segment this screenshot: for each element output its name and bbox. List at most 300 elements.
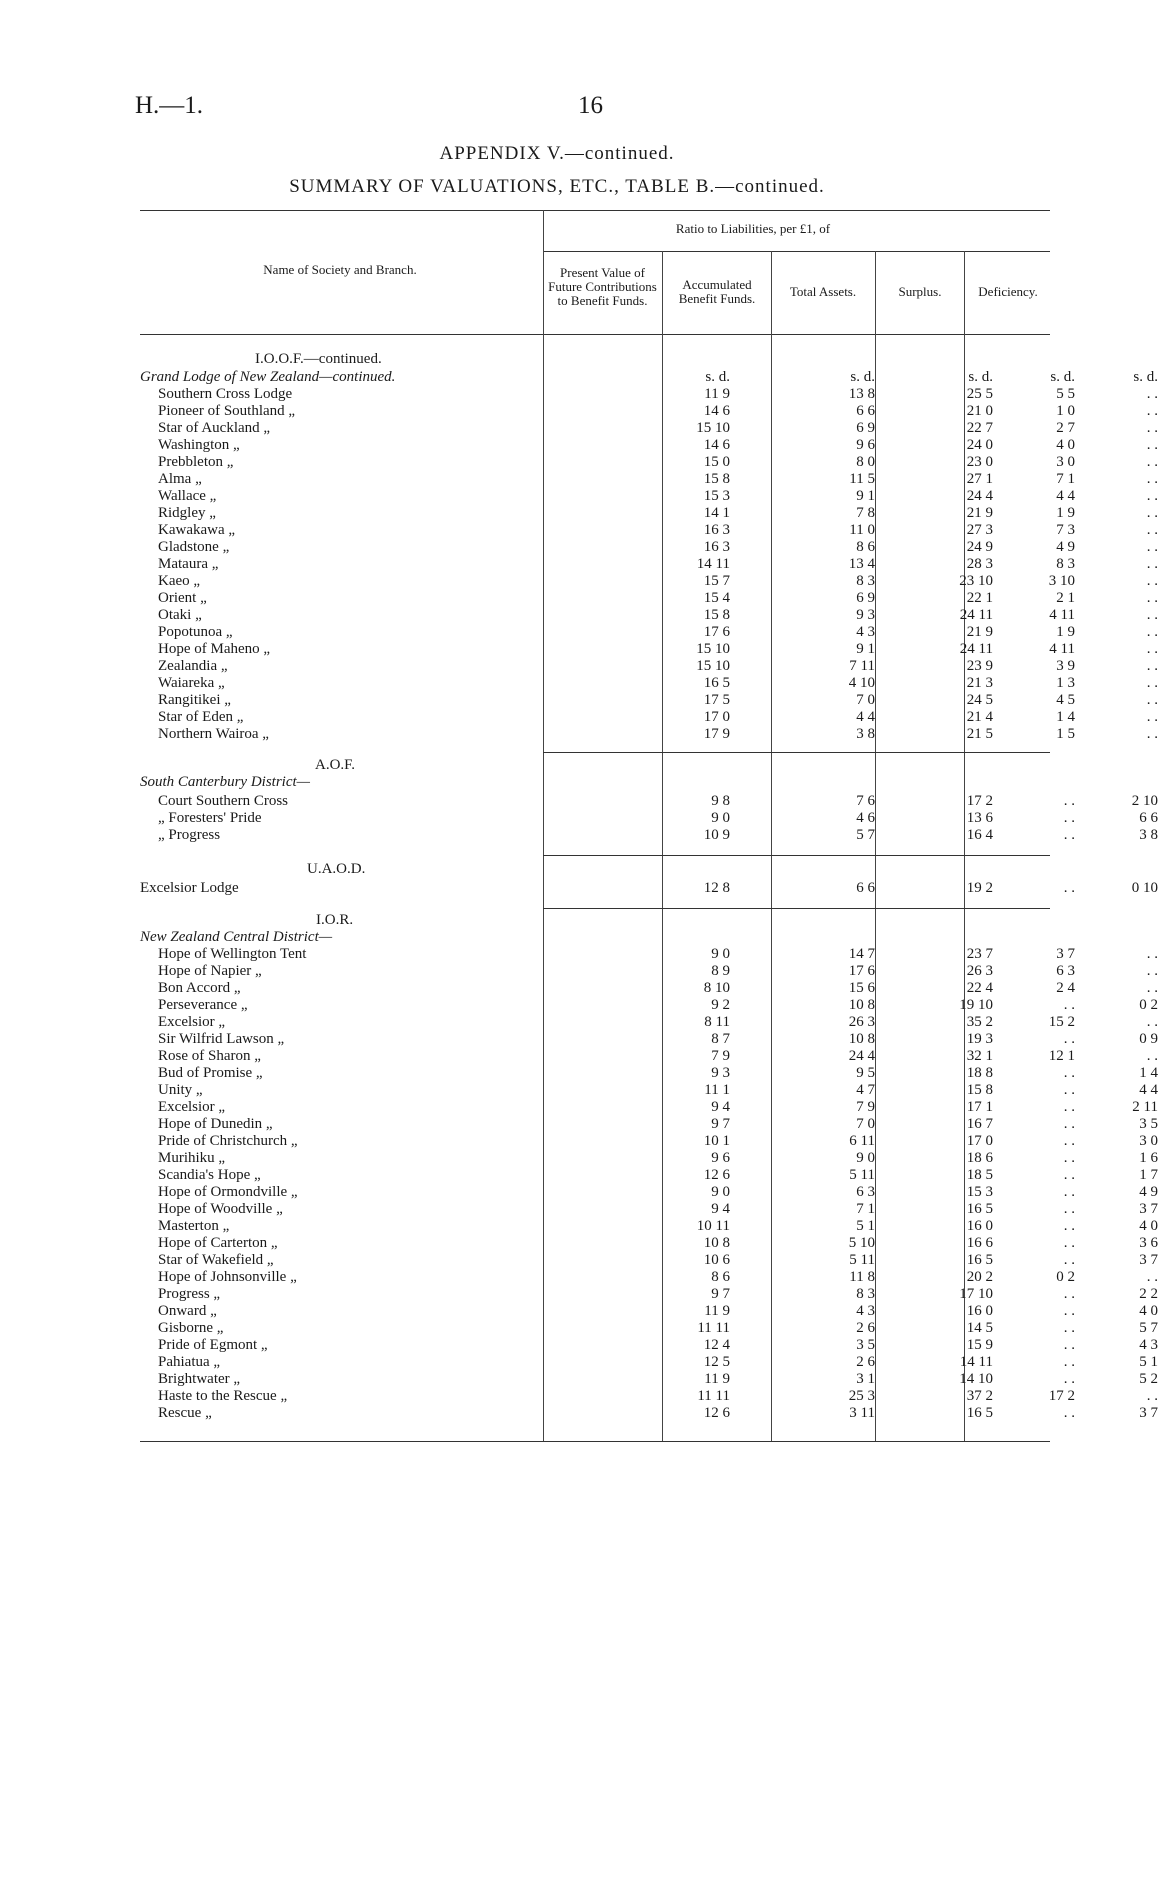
present-value-cell: 15 7 bbox=[703, 573, 730, 589]
total-assets-cell: 16 4 bbox=[966, 827, 993, 843]
accumulated-cell: 4 10 bbox=[848, 675, 875, 691]
branch-name: Hope of Dunedin „ bbox=[158, 1116, 273, 1132]
table-row bbox=[140, 420, 1158, 437]
deficiency-cell: 3 6 bbox=[1139, 1235, 1158, 1251]
surplus-cell: . . bbox=[1063, 1167, 1075, 1183]
table-row bbox=[140, 1354, 1158, 1371]
accumulated-cell: 7 8 bbox=[856, 505, 875, 521]
col-rule bbox=[964, 251, 965, 334]
present-value-cell: 10 6 bbox=[703, 1252, 730, 1268]
table-row bbox=[140, 437, 1158, 454]
deficiency-cell: . . bbox=[1146, 1269, 1158, 1285]
table-row bbox=[140, 522, 1158, 539]
present-value-cell: 11 1 bbox=[704, 1082, 730, 1098]
branch-name: Bon Accord „ bbox=[158, 980, 241, 996]
branch-name: Gladstone „ bbox=[158, 539, 230, 555]
surplus-cell: . . bbox=[1063, 1116, 1075, 1132]
society-heading: U.A.O.D. bbox=[307, 861, 366, 877]
deficiency-cell: . . bbox=[1146, 624, 1158, 640]
branch-name: Wallace „ bbox=[158, 488, 217, 504]
branch-name: Kaeo „ bbox=[158, 573, 201, 589]
present-value-cell: 9 0 bbox=[711, 1184, 730, 1200]
table-row bbox=[140, 505, 1158, 522]
surplus-cell: 3 0 bbox=[1056, 454, 1075, 470]
branch-name: Southern Cross Lodge bbox=[158, 386, 293, 402]
accumulated-cell: 3 1 bbox=[856, 1371, 875, 1387]
accumulated-cell: 11 0 bbox=[849, 522, 875, 538]
present-value-cell: 9 3 bbox=[711, 1065, 730, 1081]
deficiency-cell: 0 9 bbox=[1139, 1031, 1158, 1047]
surplus-cell: . . bbox=[1063, 1286, 1075, 1302]
branch-name: Hope of Carterton „ bbox=[158, 1235, 278, 1251]
deficiency-cell: 1 6 bbox=[1139, 1150, 1158, 1166]
table-row bbox=[140, 386, 1158, 403]
table-row bbox=[140, 590, 1158, 607]
col-rule bbox=[662, 251, 663, 334]
branch-name: Excelsior „ bbox=[158, 1014, 226, 1030]
surplus-cell: . . bbox=[1063, 1184, 1075, 1200]
present-value-cell: 9 6 bbox=[711, 1150, 730, 1166]
branch-name: Northern Wairoa „ bbox=[158, 726, 269, 742]
present-value-cell: 9 8 bbox=[711, 793, 730, 809]
accumulated-cell: 4 6 bbox=[856, 810, 875, 826]
total-assets-cell: 27 1 bbox=[966, 471, 993, 487]
total-assets-cell: 22 7 bbox=[966, 420, 993, 436]
surplus-cell: . . bbox=[1063, 1031, 1075, 1047]
branch-name: Hope of Ormondville „ bbox=[158, 1184, 298, 1200]
branch-name: Onward „ bbox=[158, 1303, 217, 1319]
table-row bbox=[140, 1405, 1158, 1422]
accumulated-cell: 6 9 bbox=[856, 590, 875, 606]
accumulated-cell: 24 4 bbox=[848, 1048, 875, 1064]
present-value-cell: 9 2 bbox=[711, 997, 730, 1013]
header-total-assets: Total Assets. bbox=[789, 284, 857, 299]
surplus-cell: . . bbox=[1063, 880, 1075, 896]
deficiency-cell: 4 0 bbox=[1139, 1218, 1158, 1234]
table-title: SUMMARY OF VALUATIONS, ETC., TABLE B.—continued. bbox=[289, 176, 825, 197]
appendix-title: APPENDIX V.—continued. bbox=[439, 143, 675, 164]
deficiency-cell: . . bbox=[1146, 709, 1158, 725]
total-assets-cell: 21 9 bbox=[966, 505, 993, 521]
branch-name: Scandia's Hope „ bbox=[158, 1167, 261, 1183]
accumulated-cell: 7 0 bbox=[856, 1116, 875, 1132]
branch-name: Perseverance „ bbox=[158, 997, 248, 1013]
present-value-cell: 12 4 bbox=[703, 1337, 730, 1353]
accumulated-cell: 5 1 bbox=[856, 1218, 875, 1234]
branch-name: Kawakawa „ bbox=[158, 522, 236, 538]
district-heading: Grand Lodge of New Zealand—continued. bbox=[140, 369, 396, 385]
branch-name: Ridgley „ bbox=[158, 505, 216, 521]
present-value-cell: 14 11 bbox=[696, 556, 730, 572]
table-row bbox=[140, 1269, 1158, 1286]
accumulated-cell: 11 8 bbox=[849, 1269, 875, 1285]
present-value-cell: 15 0 bbox=[703, 454, 730, 470]
branch-name: Zealandia „ bbox=[158, 658, 228, 674]
surplus-cell: 17 2 bbox=[1048, 1388, 1075, 1404]
accumulated-cell: 9 1 bbox=[856, 641, 875, 657]
total-assets-cell: 24 5 bbox=[966, 692, 993, 708]
surplus-cell: . . bbox=[1063, 1082, 1075, 1098]
present-value-cell: 9 0 bbox=[711, 810, 730, 826]
deficiency-cell: . . bbox=[1146, 471, 1158, 487]
surplus-cell: 1 9 bbox=[1056, 624, 1075, 640]
total-assets-cell: 27 3 bbox=[966, 522, 993, 538]
present-value-cell: 9 4 bbox=[711, 1099, 730, 1115]
table-row bbox=[140, 709, 1158, 726]
deficiency-cell: . . bbox=[1146, 963, 1158, 979]
header-name: Name of Society and Branch. bbox=[263, 262, 417, 277]
present-value-cell: 11 9 bbox=[704, 1303, 730, 1319]
accumulated-cell: 6 6 bbox=[856, 403, 875, 419]
total-assets-cell: 21 4 bbox=[966, 709, 993, 725]
total-assets-cell: 17 1 bbox=[966, 1099, 993, 1115]
deficiency-cell: . . bbox=[1146, 1388, 1158, 1404]
accumulated-cell: 9 0 bbox=[856, 1150, 875, 1166]
total-assets-cell: 19 10 bbox=[959, 997, 993, 1013]
table-row bbox=[140, 1099, 1158, 1116]
deficiency-cell: . . bbox=[1146, 675, 1158, 691]
surplus-cell: 8 3 bbox=[1056, 556, 1075, 572]
table-row bbox=[140, 1320, 1158, 1337]
table-row bbox=[140, 1235, 1158, 1252]
total-assets-cell: 17 10 bbox=[959, 1286, 993, 1302]
present-value-cell: 8 11 bbox=[704, 1014, 730, 1030]
accumulated-cell: 14 7 bbox=[848, 946, 875, 962]
accumulated-cell: 5 11 bbox=[849, 1167, 875, 1183]
surplus-cell: 2 1 bbox=[1056, 590, 1075, 606]
deficiency-cell: . . bbox=[1146, 1048, 1158, 1064]
present-value-cell: 17 6 bbox=[703, 624, 730, 640]
deficiency-cell: 3 7 bbox=[1139, 1252, 1158, 1268]
table-row bbox=[140, 539, 1158, 556]
accumulated-cell: 9 6 bbox=[856, 437, 875, 453]
accumulated-cell: 8 3 bbox=[856, 573, 875, 589]
table-row bbox=[140, 1167, 1158, 1184]
accumulated-cell: 5 10 bbox=[848, 1235, 875, 1251]
present-value-cell: 10 9 bbox=[703, 827, 730, 843]
deficiency-cell: 3 0 bbox=[1139, 1133, 1158, 1149]
units-pv: s. d. bbox=[705, 369, 730, 385]
accumulated-cell: 4 3 bbox=[856, 1303, 875, 1319]
accumulated-cell: 13 8 bbox=[848, 386, 875, 402]
branch-name: Bud of Promise „ bbox=[158, 1065, 263, 1081]
deficiency-cell: 0 10 bbox=[1131, 880, 1158, 896]
accumulated-cell: 26 3 bbox=[848, 1014, 875, 1030]
surplus-cell: . . bbox=[1063, 1218, 1075, 1234]
present-value-cell: 17 9 bbox=[703, 726, 730, 742]
surplus-cell: 3 9 bbox=[1056, 658, 1075, 674]
deficiency-cell: 1 7 bbox=[1139, 1167, 1158, 1183]
surplus-cell: . . bbox=[1063, 1133, 1075, 1149]
deficiency-cell: . . bbox=[1146, 539, 1158, 555]
present-value-cell: 12 8 bbox=[703, 880, 730, 896]
present-value-cell: 12 6 bbox=[703, 1167, 730, 1183]
branch-name: Hope of Woodville „ bbox=[158, 1201, 283, 1217]
deficiency-cell: 0 2 bbox=[1139, 997, 1158, 1013]
branch-name: Hope of Wellington Tent bbox=[158, 946, 307, 962]
surplus-cell: 4 9 bbox=[1056, 539, 1075, 555]
table-row bbox=[140, 573, 1158, 590]
present-value-cell: 15 10 bbox=[696, 658, 730, 674]
accumulated-cell: 3 11 bbox=[849, 1405, 875, 1421]
accumulated-cell: 5 11 bbox=[849, 1252, 875, 1268]
branch-name: Popotunoa „ bbox=[158, 624, 233, 640]
accumulated-cell: 4 3 bbox=[856, 624, 875, 640]
present-value-cell: 8 6 bbox=[711, 1269, 730, 1285]
deficiency-cell: . . bbox=[1146, 573, 1158, 589]
deficiency-cell: 1 4 bbox=[1139, 1065, 1158, 1081]
accumulated-cell: 6 3 bbox=[856, 1184, 875, 1200]
branch-name: Progress „ bbox=[158, 1286, 221, 1302]
society-heading: A.O.F. bbox=[315, 757, 356, 773]
accumulated-cell: 9 3 bbox=[856, 607, 875, 623]
branch-name: Brightwater „ bbox=[158, 1371, 241, 1387]
total-assets-cell: 28 3 bbox=[966, 556, 993, 572]
table-row bbox=[140, 403, 1158, 420]
present-value-cell: 15 4 bbox=[703, 590, 730, 606]
total-assets-cell: 21 0 bbox=[966, 403, 993, 419]
surplus-cell: 7 1 bbox=[1056, 471, 1075, 487]
table-row bbox=[140, 726, 1158, 743]
deficiency-cell: 3 8 bbox=[1139, 827, 1158, 843]
total-assets-cell: 23 7 bbox=[966, 946, 993, 962]
surplus-cell: 15 2 bbox=[1048, 1014, 1075, 1030]
deficiency-cell: . . bbox=[1146, 726, 1158, 742]
branch-name: Pride of Egmont „ bbox=[158, 1337, 268, 1353]
deficiency-cell: . . bbox=[1146, 590, 1158, 606]
header-present-value: Present Value of Future Contributions to Benefit Funds. bbox=[548, 265, 657, 308]
branch-name: Pride of Christchurch „ bbox=[158, 1133, 298, 1149]
table-row bbox=[140, 641, 1158, 658]
present-value-cell: 11 11 bbox=[697, 1388, 730, 1404]
branch-name: Mataura „ bbox=[158, 556, 219, 572]
surplus-cell: 12 1 bbox=[1048, 1048, 1075, 1064]
units-acc: s. d. bbox=[850, 369, 875, 385]
table-row bbox=[140, 810, 1158, 827]
total-assets-cell: 20 2 bbox=[966, 1269, 993, 1285]
deficiency-cell: . . bbox=[1146, 437, 1158, 453]
page-number: 16 bbox=[578, 92, 603, 119]
present-value-cell: 15 10 bbox=[696, 420, 730, 436]
surplus-cell: 7 3 bbox=[1056, 522, 1075, 538]
deficiency-cell: 2 11 bbox=[1132, 1099, 1158, 1115]
table-row bbox=[140, 607, 1158, 624]
total-assets-cell: 16 7 bbox=[966, 1116, 993, 1132]
total-assets-cell: 24 0 bbox=[966, 437, 993, 453]
deficiency-cell: 4 4 bbox=[1139, 1082, 1158, 1098]
accumulated-cell: 25 3 bbox=[848, 1388, 875, 1404]
surplus-cell: . . bbox=[1063, 1235, 1075, 1251]
accumulated-cell: 9 5 bbox=[856, 1065, 875, 1081]
society-heading: I.O.R. bbox=[316, 912, 354, 928]
present-value-cell: 9 7 bbox=[711, 1116, 730, 1132]
district-heading: South Canterbury District— bbox=[140, 774, 311, 790]
table-row bbox=[140, 454, 1158, 471]
surplus-cell: . . bbox=[1063, 793, 1075, 809]
branch-name: Rose of Sharon „ bbox=[158, 1048, 261, 1064]
header-bottom-rule bbox=[140, 334, 1050, 335]
present-value-cell: 16 3 bbox=[703, 522, 730, 538]
accumulated-cell: 11 5 bbox=[849, 471, 875, 487]
accumulated-cell: 6 9 bbox=[856, 420, 875, 436]
surplus-cell: . . bbox=[1063, 1354, 1075, 1370]
present-value-cell: 9 0 bbox=[711, 946, 730, 962]
deficiency-cell: 5 1 bbox=[1139, 1354, 1158, 1370]
table-row bbox=[140, 1252, 1158, 1269]
total-assets-cell: 18 6 bbox=[966, 1150, 993, 1166]
table-row bbox=[140, 1303, 1158, 1320]
present-value-cell: 12 6 bbox=[703, 1405, 730, 1421]
surplus-cell: . . bbox=[1063, 1099, 1075, 1115]
deficiency-cell: 3 5 bbox=[1139, 1116, 1158, 1132]
accumulated-cell: 15 6 bbox=[848, 980, 875, 996]
present-value-cell: 8 7 bbox=[711, 1031, 730, 1047]
present-value-cell: 15 3 bbox=[703, 488, 730, 504]
deficiency-cell: . . bbox=[1146, 946, 1158, 962]
table-row bbox=[140, 624, 1158, 641]
col-rule bbox=[771, 251, 772, 334]
total-assets-cell: 22 4 bbox=[966, 980, 993, 996]
deficiency-cell: . . bbox=[1146, 454, 1158, 470]
deficiency-cell: . . bbox=[1146, 386, 1158, 402]
total-assets-cell: 15 3 bbox=[966, 1184, 993, 1200]
branch-name: Washington „ bbox=[158, 437, 240, 453]
present-value-cell: 8 9 bbox=[711, 963, 730, 979]
branch-name: Star of Eden „ bbox=[158, 709, 244, 725]
accumulated-cell: 9 1 bbox=[856, 488, 875, 504]
table-row bbox=[140, 1150, 1158, 1167]
accumulated-cell: 7 1 bbox=[856, 1201, 875, 1217]
accumulated-cell: 3 8 bbox=[856, 726, 875, 742]
surplus-cell: . . bbox=[1063, 1320, 1075, 1336]
branch-name: Rescue „ bbox=[158, 1405, 212, 1421]
total-assets-cell: 16 5 bbox=[966, 1252, 993, 1268]
branch-name: „ Progress bbox=[158, 827, 221, 843]
present-value-cell: 9 7 bbox=[711, 1286, 730, 1302]
accumulated-cell: 8 0 bbox=[856, 454, 875, 470]
total-assets-cell: 24 4 bbox=[966, 488, 993, 504]
surplus-cell: . . bbox=[1063, 1150, 1075, 1166]
accumulated-cell: 6 11 bbox=[849, 1133, 875, 1149]
accumulated-cell: 7 9 bbox=[856, 1099, 875, 1115]
total-assets-cell: 14 10 bbox=[959, 1371, 993, 1387]
present-value-cell: 17 5 bbox=[703, 692, 730, 708]
units-surplus: s. d. bbox=[1050, 369, 1075, 385]
branch-name: Star of Wakefield „ bbox=[158, 1252, 274, 1268]
surplus-cell: 2 7 bbox=[1056, 420, 1075, 436]
branch-name: Sir Wilfrid Lawson „ bbox=[158, 1031, 285, 1047]
surplus-cell: 4 4 bbox=[1056, 488, 1075, 504]
col-rule bbox=[875, 251, 876, 334]
surplus-cell: . . bbox=[1063, 1303, 1075, 1319]
deficiency-cell: . . bbox=[1146, 522, 1158, 538]
total-assets-cell: 19 2 bbox=[966, 880, 993, 896]
total-assets-cell: 16 5 bbox=[966, 1405, 993, 1421]
branch-name: Masterton „ bbox=[158, 1218, 230, 1234]
surplus-cell: . . bbox=[1063, 810, 1075, 826]
total-assets-cell: 13 6 bbox=[966, 810, 993, 826]
present-value-cell: 7 9 bbox=[711, 1048, 730, 1064]
surplus-cell: 0 2 bbox=[1056, 1269, 1075, 1285]
present-value-cell: 15 8 bbox=[703, 607, 730, 623]
present-value-cell: 14 6 bbox=[703, 403, 730, 419]
table-row bbox=[140, 692, 1158, 709]
table-row bbox=[140, 1082, 1158, 1099]
total-assets-cell: 23 10 bbox=[959, 573, 993, 589]
accumulated-cell: 4 7 bbox=[856, 1082, 875, 1098]
present-value-cell: 10 1 bbox=[703, 1133, 730, 1149]
table-row bbox=[140, 471, 1158, 488]
total-assets-cell: 19 3 bbox=[966, 1031, 993, 1047]
accumulated-cell: 8 3 bbox=[856, 1286, 875, 1302]
branch-name: Pioneer of Southland „ bbox=[158, 403, 296, 419]
total-assets-cell: 25 5 bbox=[966, 386, 993, 402]
total-assets-cell: 14 11 bbox=[959, 1354, 993, 1370]
total-assets-cell: 21 5 bbox=[966, 726, 993, 742]
present-value-cell: 11 11 bbox=[697, 1320, 730, 1336]
present-value-cell: 15 10 bbox=[696, 641, 730, 657]
accumulated-cell: 3 5 bbox=[856, 1337, 875, 1353]
report-code: H.—1. bbox=[135, 92, 204, 119]
surplus-cell: 6 3 bbox=[1056, 963, 1075, 979]
surplus-cell: . . bbox=[1063, 997, 1075, 1013]
header-accumulated: Accumulated Benefit Funds. bbox=[678, 277, 756, 306]
deficiency-cell: 5 7 bbox=[1139, 1320, 1158, 1336]
surplus-cell: 5 5 bbox=[1056, 386, 1075, 402]
units-total: s. d. bbox=[968, 369, 993, 385]
deficiency-cell: . . bbox=[1146, 403, 1158, 419]
ratio-rule bbox=[543, 251, 1050, 252]
header-deficiency: Deficiency. bbox=[978, 284, 1038, 299]
total-assets-cell: 32 1 bbox=[966, 1048, 993, 1064]
surplus-cell: . . bbox=[1063, 827, 1075, 843]
deficiency-cell: . . bbox=[1146, 641, 1158, 657]
surplus-cell: 4 11 bbox=[1049, 641, 1075, 657]
branch-name: Excelsior „ bbox=[158, 1099, 226, 1115]
accumulated-cell: 5 7 bbox=[856, 827, 875, 843]
accumulated-cell: 2 6 bbox=[856, 1354, 875, 1370]
branch-name: Otaki „ bbox=[158, 607, 202, 623]
deficiency-cell: 2 2 bbox=[1139, 1286, 1158, 1302]
table-row bbox=[140, 997, 1158, 1014]
surplus-cell: . . bbox=[1063, 1252, 1075, 1268]
accumulated-cell: 17 6 bbox=[848, 963, 875, 979]
branch-name: Hope of Maheno „ bbox=[158, 641, 271, 657]
surplus-cell: 1 3 bbox=[1056, 675, 1075, 691]
surplus-cell: 3 7 bbox=[1056, 946, 1075, 962]
surplus-cell: 4 5 bbox=[1056, 692, 1075, 708]
branch-name: Orient „ bbox=[158, 590, 207, 606]
deficiency-cell: . . bbox=[1146, 1014, 1158, 1030]
total-assets-cell: 16 0 bbox=[966, 1303, 993, 1319]
accumulated-cell: 7 0 bbox=[856, 692, 875, 708]
total-assets-cell: 21 9 bbox=[966, 624, 993, 640]
accumulated-cell: 10 8 bbox=[848, 1031, 875, 1047]
table-row bbox=[140, 880, 1158, 897]
present-value-cell: 12 5 bbox=[703, 1354, 730, 1370]
deficiency-cell: . . bbox=[1146, 505, 1158, 521]
table-row bbox=[140, 793, 1158, 810]
table-row bbox=[140, 827, 1158, 844]
total-assets-cell: 15 9 bbox=[966, 1337, 993, 1353]
table-row bbox=[140, 1133, 1158, 1150]
table-row bbox=[140, 1116, 1158, 1133]
present-value-cell: 11 9 bbox=[704, 386, 730, 402]
total-assets-cell: 18 8 bbox=[966, 1065, 993, 1081]
present-value-cell: 17 0 bbox=[703, 709, 730, 725]
present-value-cell: 14 1 bbox=[703, 505, 730, 521]
total-assets-cell: 22 1 bbox=[966, 590, 993, 606]
